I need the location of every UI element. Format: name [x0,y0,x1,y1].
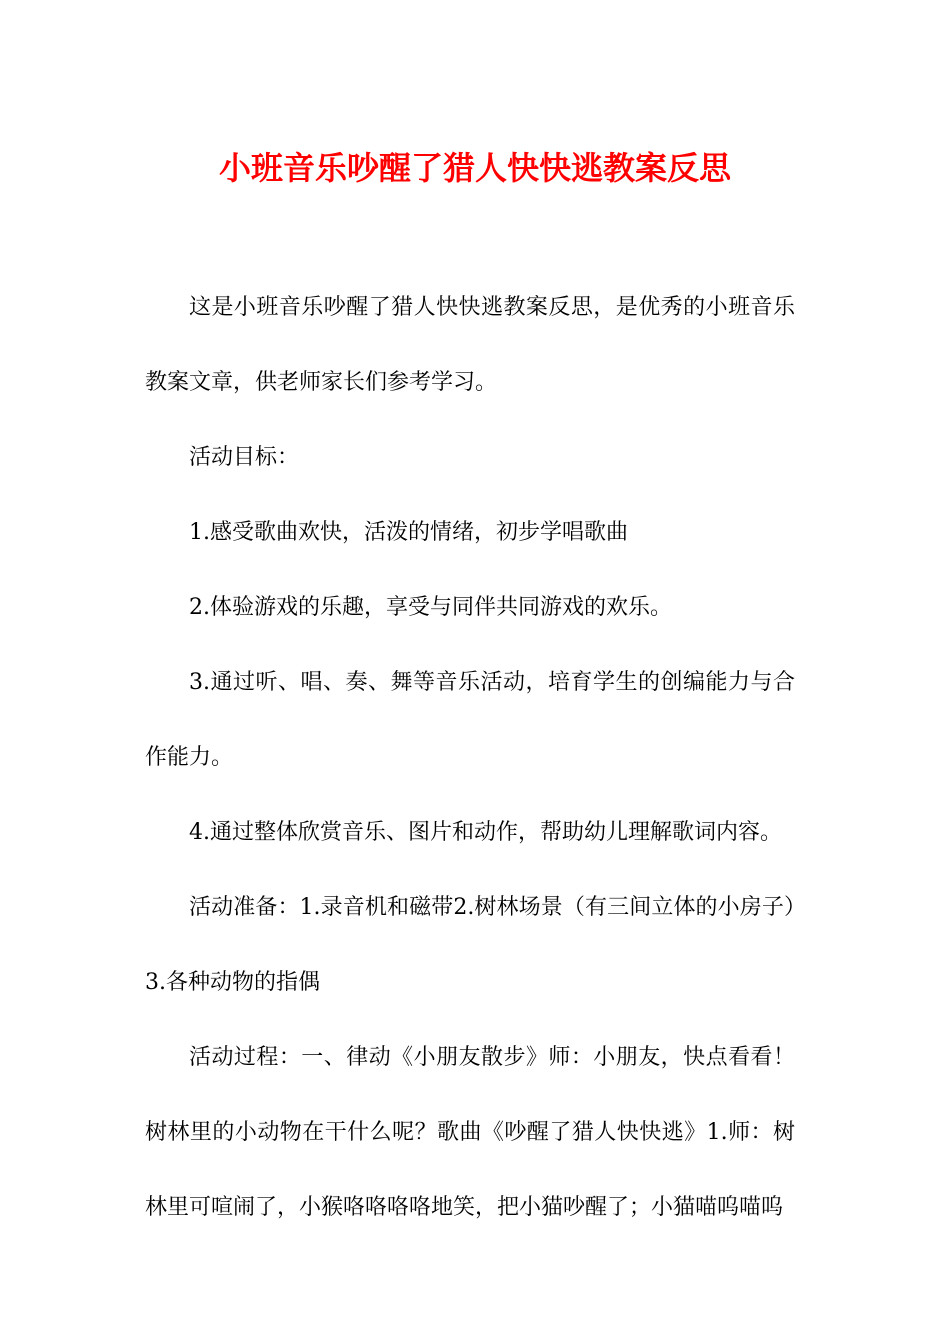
process-paragraph: 活动过程：一、律动《小朋友散步》师：小朋友，快点看看！树林里的小动物在干什么呢？歌曲《吵醒了猎人快快逃》1.师：树林里可喧闹了，小猴咯咯咯咯地笑，把小猫吵醒了；小猫喵呜喵呜 [145,1045,795,1220]
objective-item-3: 3.通过听、唱、奏、舞等音乐活动，培育学生的创编能力与合作能力。 [145,670,795,770]
preparation-paragraph: 活动准备：1.录音机和磁带2.树林场景（有三间立体的小房子）3.各种动物的指偶 [145,895,795,995]
objectives-heading: 活动目标： [189,445,300,470]
objective-item-4: 4.通过整体欣赏音乐、图片和动作，帮助幼儿理解歌词内容。 [189,820,782,845]
document-body [145,270,795,1245]
objective-item-2: 2.体验游戏的乐趣，享受与同伴共同游戏的欢乐。 [189,595,672,620]
intro-paragraph: 这是小班音乐吵醒了猎人快快逃教案反思，是优秀的小班音乐教案文章，供老师家长们参考学习。 [145,295,795,395]
document-title: 小班音乐吵醒了猎人快快逃教案反思 [218,149,731,187]
objective-item-1: 1.感受歌曲欢快，活泼的情绪，初步学唱歌曲 [189,520,628,545]
